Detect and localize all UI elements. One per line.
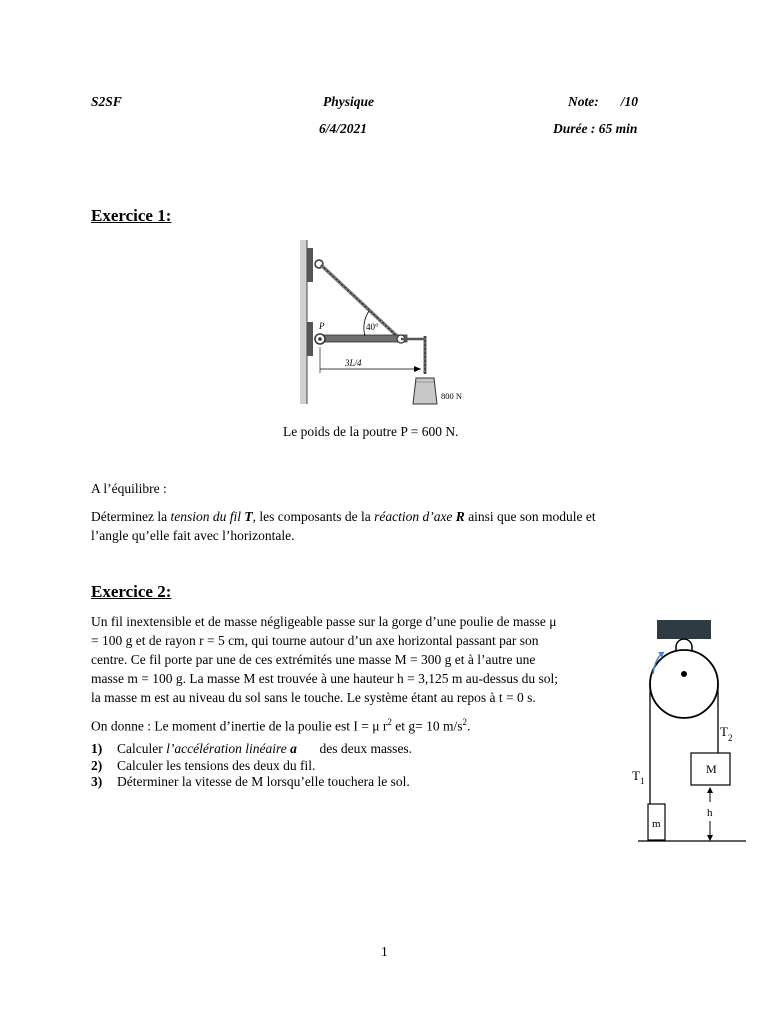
q-text-g: ainsi que son module et [464, 509, 596, 524]
ceiling-support [657, 620, 711, 639]
header-class-code: S2SF [91, 94, 122, 109]
header-note-value: /10 [620, 94, 639, 109]
beam [317, 335, 407, 342]
t2-main: T [720, 724, 728, 739]
height-arrowhead-top [707, 787, 713, 793]
big-mass-label: M [706, 762, 717, 776]
pulley-axle [681, 671, 687, 677]
question-number: 2) [91, 757, 103, 773]
distance-label: 3L/4 [345, 358, 362, 368]
para-line: masse m = 100 g. La masse M est trouvée à une hauteur h = 3,125 m au-dessus du sol; [91, 671, 559, 686]
dim-arrow [414, 366, 421, 372]
beam-pin-center [318, 337, 322, 341]
exercise2-questions [91, 741, 412, 791]
q-text-a: Déterminez la [91, 509, 171, 524]
given-sup1: 2 [387, 717, 392, 727]
exercise1-question [91, 507, 671, 545]
angle-label: 40° [366, 322, 379, 332]
question-item [91, 758, 412, 775]
header-subject: Physique [323, 94, 375, 109]
header-date: 6/4/2021 [319, 121, 368, 136]
pulley-figure [620, 612, 755, 848]
exercise1-caption: Le poids de la poutre P = 600 N. [283, 424, 459, 439]
exercise2-paragraph [91, 612, 611, 707]
given-text-c: . [467, 718, 471, 734]
exercise1-title [91, 206, 171, 226]
given-text-b: et g= 10 m/s [391, 718, 463, 734]
para-line: centre. Ce fil porte par une de ces extrémités une masse M = 300 g et à l’autre une [91, 652, 536, 667]
q-text-b: tension du fil [170, 509, 245, 524]
q-text-d: , les composants de la [252, 509, 375, 524]
exercise1-title-text: Exercice 1 [91, 206, 166, 225]
pin-bracket [307, 322, 313, 356]
height-arrowhead-bottom [707, 835, 713, 841]
question-item [91, 741, 412, 758]
question-number: 1) [91, 741, 103, 756]
t1-main: T [632, 768, 640, 783]
para-line: la masse m est au niveau du sol sans le touche. Le système étant au repos à t = 0 s. [91, 690, 536, 705]
exercise1-question-line1 [91, 507, 671, 526]
height-label: h [707, 807, 713, 819]
load-label: 800 N [441, 391, 463, 401]
question-item [91, 774, 412, 791]
header-duration: Durée : 65 min [553, 121, 638, 136]
question-text: Calculer les tensions des deux du fil. [117, 757, 316, 773]
cable-strands [321, 265, 399, 338]
exercise2-given [91, 713, 470, 736]
q-text-c: T [244, 509, 253, 524]
para-line: Un fil inextensible et de masse négligeable passe sur la gorge d’une poulie de masse μ [91, 614, 557, 629]
top-bracket [307, 248, 313, 282]
question-bold: a [290, 741, 297, 756]
pulley [650, 650, 718, 718]
exercise2-title [91, 582, 171, 602]
q-text-e: réaction d’axe [374, 509, 456, 524]
header-note [568, 94, 638, 110]
given-sup2: 2 [462, 717, 468, 727]
exercise1-title-colon: : [165, 206, 172, 225]
pin-label: P [319, 321, 325, 331]
t1-sub: 1 [639, 776, 645, 786]
question-number: 3) [91, 774, 103, 789]
exercise1-question-line2: l’angle qu’elle fait avec l’horizontale. [91, 528, 295, 543]
tension-t1-label [632, 768, 644, 786]
exercise2-title-text: Exercice 2 [91, 582, 166, 601]
question-text: Déterminer la vitesse de M lorsqu’elle touchera le sol. [117, 774, 410, 789]
t2-sub: 2 [727, 733, 733, 743]
question-italic: l’accélération linéaire [166, 741, 291, 756]
beam-figure [295, 236, 485, 408]
para-line: = 100 g et de rayon r = 5 cm, qui tourne autour d’un axe horizontal passant par son [91, 633, 539, 648]
tension-t2-label [720, 724, 732, 743]
small-mass-label: m [652, 818, 661, 830]
exercise2-title-colon: : [165, 582, 172, 601]
page-number: 1 [381, 944, 388, 959]
exercise1-intro: A l’équilibre : [91, 481, 167, 496]
question-text: Calculer [117, 741, 167, 756]
wall [300, 240, 307, 404]
given-text-a: On donne : Le moment d’inertie de la poulie est I = μ r [91, 718, 388, 734]
header-note-label: Note: [568, 94, 599, 109]
q-text-f: R [455, 509, 465, 524]
question-post: des deux masses. [316, 741, 413, 756]
